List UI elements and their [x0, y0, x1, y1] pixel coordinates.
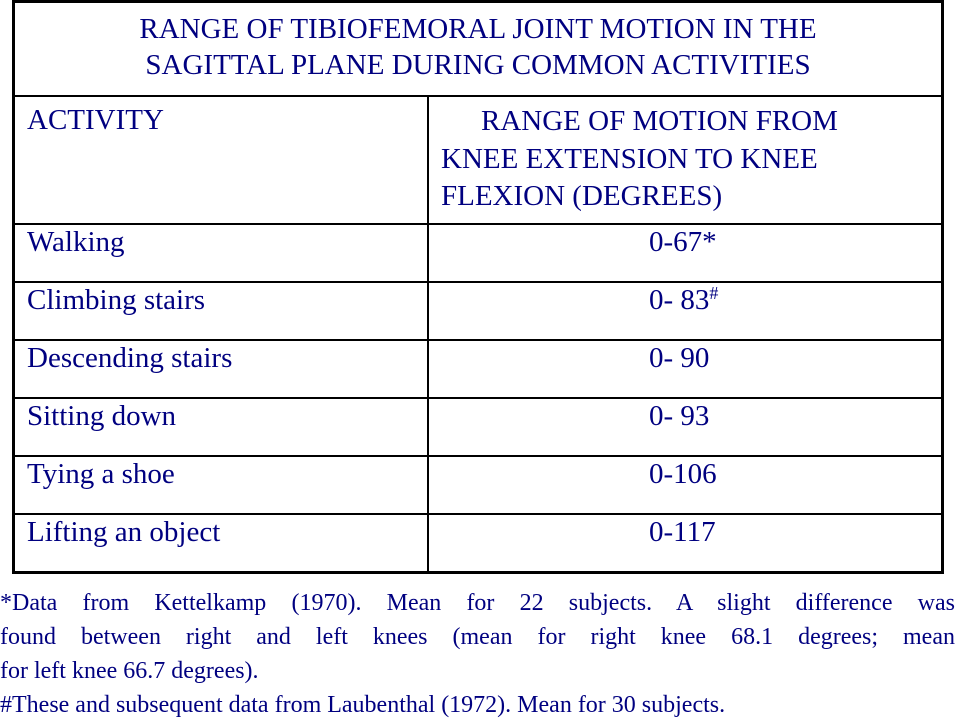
range-value: 0- 90: [649, 342, 710, 374]
range-value: 0- 83: [649, 284, 710, 316]
range-value-cell: [428, 514, 943, 573]
table-row: [14, 224, 943, 282]
table-title: [14, 2, 943, 97]
range-of-motion-table: [12, 0, 944, 574]
activity-cell: Sitting down: [14, 398, 429, 456]
table-row: [14, 456, 943, 514]
footnote-2: #These and subsequent data from Laubenthal (1972). Mean for 30 subjects.: [0, 692, 726, 718]
footnote-1-line-1: *Data from Kettelkamp (1970). Mean for 22 subjects. A slight difference was: [0, 590, 955, 616]
range-value: 0-67*: [649, 226, 717, 258]
activity-cell: Walking: [14, 224, 429, 282]
table-title-row: [14, 2, 943, 97]
range-value: 0-117: [649, 516, 716, 548]
activity-cell: Lifting an object: [14, 514, 429, 573]
activity-cell: Tying a shoe: [14, 456, 429, 514]
table-row: [14, 282, 943, 340]
table-row: [14, 398, 943, 456]
footnotes: [0, 586, 959, 722]
range-value: 0- 93: [649, 400, 710, 432]
column-header-rom-line-3: FLEXION (DEGREES): [441, 180, 723, 213]
table-row: [14, 514, 943, 573]
column-header-rom-line-2: KNEE EXTENSION TO KNEE: [441, 142, 818, 175]
footnote-1-line-2: found between right and left knees (mean for right knee 68.1 degrees; mean: [0, 624, 955, 650]
footnote-1-line-3: for left knee 66.7 degrees).: [0, 658, 259, 684]
table-title-line-1: RANGE OF TIBIOFEMORAL JOINT MOTION IN THE: [139, 13, 817, 45]
range-value-cell: [428, 456, 943, 514]
activity-cell: Descending stairs: [14, 340, 429, 398]
footnote-marker: #: [709, 283, 719, 303]
range-value-cell: [428, 224, 943, 282]
table-title-line-2: SAGITTAL PLANE DURING COMMON ACTIVITIES: [145, 49, 811, 82]
range-value-cell: [428, 398, 943, 456]
column-header-rom-line-1: RANGE OF MOTION FROM: [481, 105, 838, 137]
table-row: [14, 340, 943, 398]
activity-cell: Climbing stairs: [14, 282, 429, 340]
column-header-range-of-motion: [428, 96, 943, 224]
range-value: 0-106: [649, 458, 717, 490]
column-header-activity: ACTIVITY: [14, 96, 429, 224]
range-value-cell: [428, 340, 943, 398]
range-value-cell: [428, 282, 943, 340]
table-header-row: [14, 96, 943, 224]
